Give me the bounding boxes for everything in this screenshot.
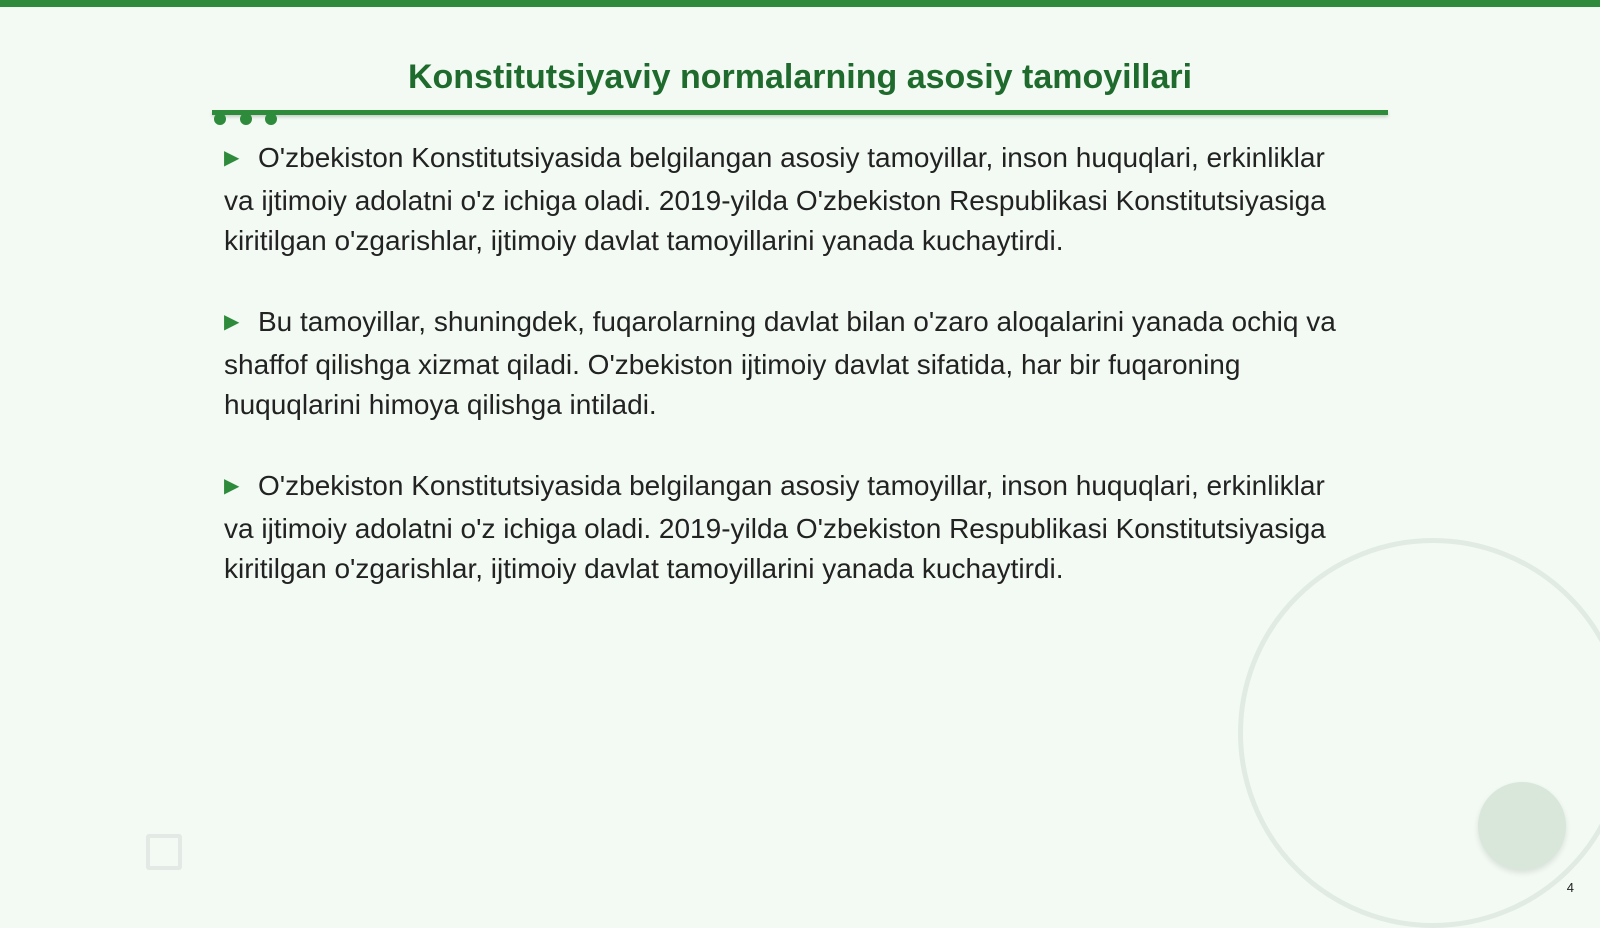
decorative-dot [240, 113, 252, 125]
bullet-text: Bu tamoyillar, shuningdek, fuqarolarning davlat bilan o'zaro aloqalarini yanada ochiq va shaffof qilishga xizmat qiladi. O'zbekiston ijtimoiy davlat sifatida, har bir fuqaroning huquqlarini himoya qilishga intiladi. [224, 306, 1336, 420]
bullet-arrow-icon: ▶ [224, 147, 240, 169]
bullet-paragraph [224, 302, 1354, 425]
bullet-paragraph [224, 138, 1354, 261]
page-number: 4 [1566, 880, 1574, 895]
top-accent-bar [0, 0, 1600, 7]
decorative-square [146, 834, 182, 870]
bullet-text: O'zbekiston Konstitutsiyasida belgilangan asosiy tamoyillar, inson huquqlari, erkinliklar va ijtimoiy adolatni o'z ichiga oladi. 2019-yilda O'zbekiston Respublikasi Konstitutsiyasiga kiritilgan o'zgarishlar, ijtimoiy davlat tamoyillarini yanada kuchaytirdi. [224, 142, 1326, 256]
bullet-arrow-icon: ▶ [224, 311, 240, 333]
bullet-paragraph [224, 466, 1354, 589]
decorative-dot [265, 113, 277, 125]
title-underline [212, 110, 1388, 115]
decorative-dot [214, 113, 226, 125]
bullet-list [224, 138, 1354, 630]
bullet-text: O'zbekiston Konstitutsiyasida belgilangan asosiy tamoyillar, inson huquqlari, erkinliklar va ijtimoiy adolatni o'z ichiga oladi. 2019-yilda O'zbekiston Respublikasi Konstitutsiyasiga kiritilgan o'zgarishlar, ijtimoiy davlat tamoyillarini yanada kuchaytirdi. [224, 470, 1326, 584]
bullet-arrow-icon: ▶ [224, 475, 240, 497]
slide-title: Konstitutsiyaviy normalarning asosiy tamoyillari [407, 58, 1193, 96]
decorative-circle [1478, 782, 1566, 870]
